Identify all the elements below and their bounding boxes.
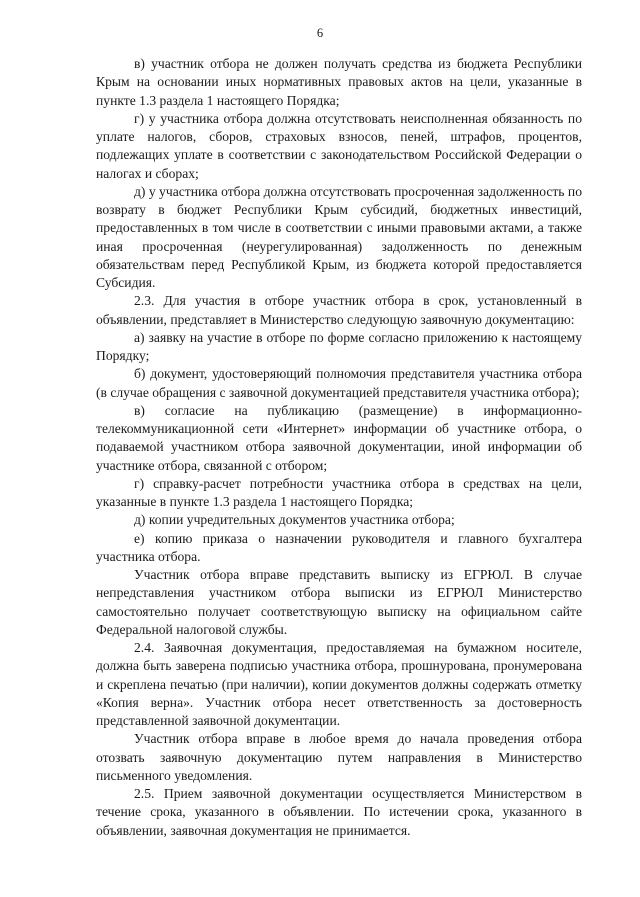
paragraph-2-3: 2.3. Для участия в отборе участник отбора в срок, установленный в объявлении, представляет в Министерство следующую заявочную документацию:	[96, 293, 582, 327]
paragraph-egrul: Участник отбора вправе представить выписку из ЕГРЮЛ. В случае непредставления участником отбора выписки из ЕГРЮЛ Министерство самостоятельно получает соответствующую выписку на официальном сайте Федеральной налоговой службы.	[96, 567, 582, 637]
paragraph-2-5: 2.5. Прием заявочной документации осуществляется Министерством в течение срока, указанного в объявлении. По истечении срока, указанного в объявлении, заявочная документация не принимается.	[96, 786, 582, 838]
document-body	[96, 55, 582, 840]
paragraph-2-2-d: д) у участника отбора должна отсутствовать просроченная задолженность по возврату в бюджет Республики Крым субсидий, бюджетных инвестиций, предоставленных в том числе в соответствии с иными правовыми актами, а также иная просроченная (неурегулированная) задолженность по денежным обязательствам перед Республикой Крым, из бюджета которой предоставляется Субсидия.	[96, 183, 582, 290]
paragraph-2-3-e: е) копию приказа о назначении руководителя и главного бухгалтера участника отбора.	[96, 530, 582, 564]
paragraph-2-3-v: в) согласие на публикацию (размещение) в информационно-телекоммуникационной сети «Интернет» информации об участнике отбора, о подаваемой участником отбора заявочной документации, иной информации об участнике отбора, связанной с отбором;	[96, 402, 582, 473]
paragraph-2-3-g: г) справку-расчет потребности участника отбора в средствах на цели, указанные в пункте 1.3 раздела 1 настоящего Порядка;	[96, 475, 582, 509]
paragraph-2-3-d: д) копии учредительных документов участника отбора;	[134, 512, 455, 528]
paragraph-2-2-g: г) у участника отбора должна отсутствовать неисполненная обязанность по уплате налогов, сборов, страховых взносов, пеней, штрафов, процентов, подлежащих уплате в соответствии с законодательством Российской Федерации о налогах и сборах;	[96, 110, 582, 181]
paragraph-2-3-b: б) документ, удостоверяющий полномочия представителя участника отбора (в случае обращения с заявочной документацией представителя участника отбора);	[96, 366, 582, 400]
paragraph-2-4: 2.4. Заявочная документация, предоставляемая на бумажном носителе, должна быть заверена подписью участника отбора, прошнурована, пронумерована и скреплена печатью (при наличии), копии документов должны содержать отметку «Копия верна». Участник отбора несет ответственность за достоверность представленной заявочной документации.	[96, 640, 582, 728]
paragraph-2-2-v: в) участник отбора не должен получать средства из бюджета Республики Крым на основании иных нормативных правовых актов на цели, указанные в пункте 1.3 раздела 1 настоящего Порядка;	[96, 56, 582, 108]
page-number: 6	[316, 26, 324, 40]
paragraph-2-3-a: а) заявку на участие в отборе по форме согласно приложению к настоящему Порядку;	[96, 329, 582, 363]
paragraph-withdrawal: Участник отбора вправе в любое время до начала проведения отбора отозвать заявочную документацию путем направления в Министерство письменного уведомления.	[96, 731, 582, 783]
